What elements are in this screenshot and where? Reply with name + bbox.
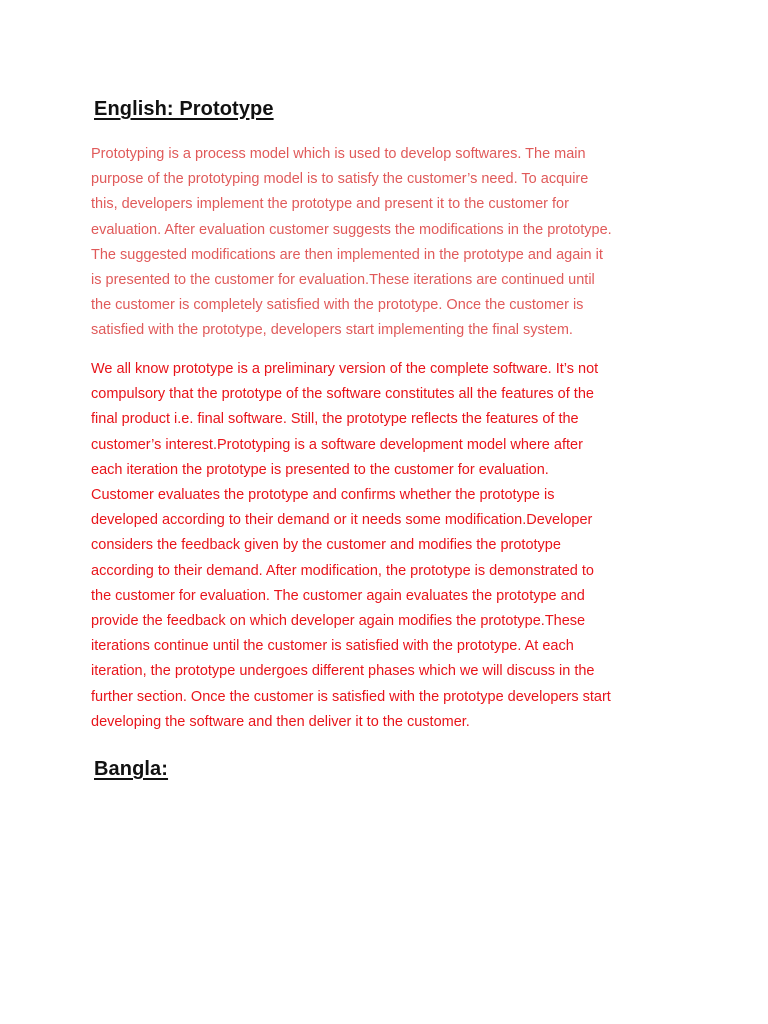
paragraph-line: final product i.e. final software. Still, the prototype reflects the features of the [91, 411, 579, 428]
paragraph-two [91, 357, 691, 735]
paragraph-one [91, 142, 691, 344]
paragraph-line: evaluation. After evaluation customer suggests the modifications in the prototype. [91, 221, 612, 238]
paragraph-line: is presented to the customer for evaluation.These iterations are continued until [91, 272, 595, 289]
paragraph-line: We all know prototype is a preliminary version of the complete software. It’s not [91, 361, 599, 377]
paragraph-line: the customer for evaluation. The customer again evaluates the prototype and [91, 587, 585, 604]
paragraph-line: compulsory that the prototype of the software constitutes all the features of the [91, 386, 594, 403]
paragraph-line: developing the software and then deliver it to the customer. [91, 713, 470, 730]
english-heading: English: Prototype [94, 98, 274, 120]
paragraph-line: purpose of the prototyping model is to satisfy the customer’s need. To acquire [91, 171, 589, 188]
paragraph-line: customer’s interest.Prototyping is a software development model where after [91, 436, 583, 453]
paragraph-line: iteration, the prototype undergoes different phases which we will discuss in the [91, 663, 595, 680]
paragraph-line: satisfied with the prototype, developers start implementing the final system. [91, 322, 573, 339]
paragraph-line: developed according to their demand or it needs some modification.Developer [91, 512, 593, 529]
paragraph-line: provide the feedback on which developer again modifies the prototype.These [91, 613, 586, 630]
paragraph-line: according to their demand. After modification, the prototype is demonstrated to [91, 562, 594, 579]
paragraph-line: the customer is completely satisfied with the prototype. Once the customer is [91, 297, 584, 314]
paragraph-line: Customer evaluates the prototype and confirms whether the prototype is [91, 487, 555, 504]
paragraph-line: further section. Once the customer is satisfied with the prototype developers start [91, 688, 611, 705]
paragraph-line: this, developers implement the prototype and present it to the customer for [91, 196, 569, 213]
paragraph-line: considers the feedback given by the customer and modifies the prototype [91, 537, 561, 554]
bangla-heading: Bangla: [94, 758, 169, 780]
paragraph-line: The suggested modifications are then implemented in the prototype and again it [91, 246, 603, 263]
paragraph-line: Prototyping is a process model which is used to develop softwares. The main [91, 146, 586, 162]
paragraph-line: each iteration the prototype is presented to the customer for evaluation. [91, 461, 549, 478]
paragraph-line: iterations continue until the customer is satisfied with the prototype. At each [91, 638, 574, 655]
